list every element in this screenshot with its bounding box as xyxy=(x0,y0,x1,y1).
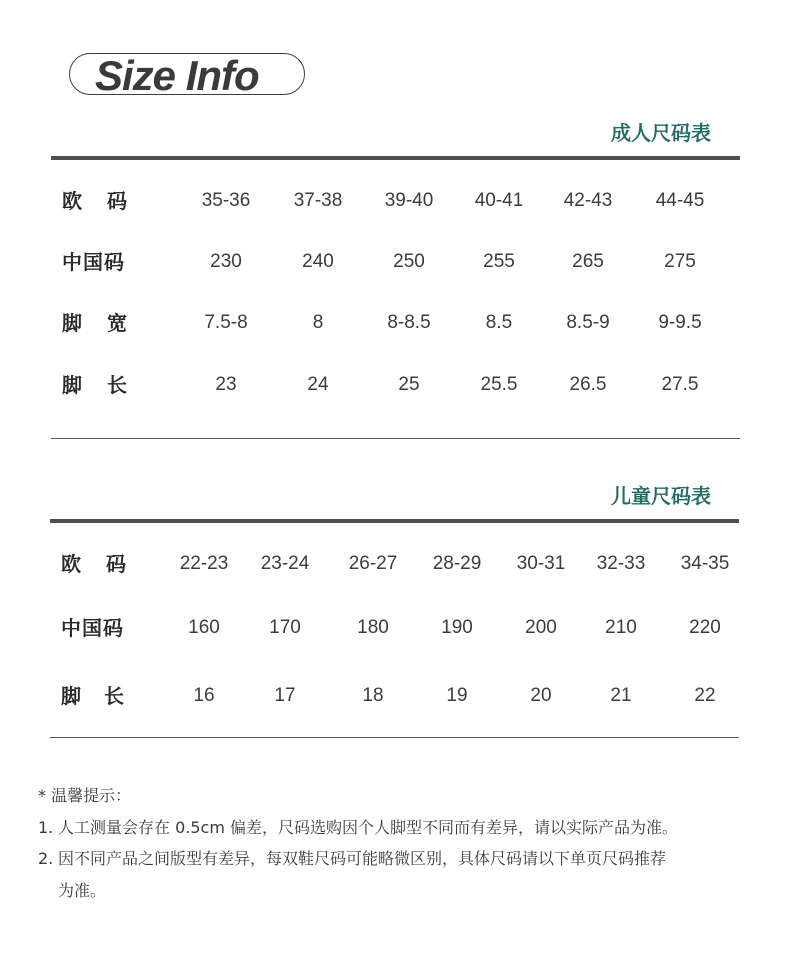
size-cell: 32-33 xyxy=(596,553,646,574)
adult-top-rule xyxy=(51,156,740,160)
child-top-rule xyxy=(50,519,739,523)
row-label-char: 码 xyxy=(107,189,128,213)
row-label-char: 欧 xyxy=(62,189,83,213)
size-cell: 210 xyxy=(605,617,637,638)
note-item xyxy=(38,843,768,875)
size-cell: 200 xyxy=(525,617,557,638)
row-label-char: 长 xyxy=(104,684,125,708)
size-cell: 27.5 xyxy=(661,374,699,395)
size-cell: 19 xyxy=(446,685,468,706)
adult-size-title: 成人尺码表 xyxy=(611,121,711,145)
size-cell: 34-35 xyxy=(680,553,730,574)
page-title: Size Info xyxy=(95,52,259,99)
size-cell: 16 xyxy=(193,685,215,706)
size-cell: 250 xyxy=(393,251,425,272)
size-cell: 44-45 xyxy=(655,190,705,211)
size-cell: 35-36 xyxy=(201,190,251,211)
row-label xyxy=(62,188,128,214)
size-cell: 9-9.5 xyxy=(658,312,702,333)
size-cell: 23 xyxy=(215,374,237,395)
size-cell: 17 xyxy=(274,685,296,706)
note-number: 1. xyxy=(38,817,54,837)
row-label xyxy=(61,615,124,641)
size-cell: 8 xyxy=(312,312,324,333)
size-cell: 255 xyxy=(483,251,515,272)
size-cell: 8-8.5 xyxy=(387,312,431,333)
adult-bottom-rule xyxy=(51,438,740,439)
row-label-char: 脚 xyxy=(61,684,82,708)
size-cell: 25.5 xyxy=(480,374,518,395)
row-label-char: 长 xyxy=(107,373,128,397)
size-cell: 265 xyxy=(572,251,604,272)
row-label-char: 中国码 xyxy=(61,616,124,640)
size-cell: 22-23 xyxy=(179,553,229,574)
size-cell: 190 xyxy=(441,617,473,638)
size-cell: 22 xyxy=(694,685,716,706)
size-cell: 21 xyxy=(610,685,632,706)
size-cell: 170 xyxy=(269,617,301,638)
size-cell: 25 xyxy=(398,374,420,395)
size-cell: 8.5 xyxy=(485,312,513,333)
size-cell: 180 xyxy=(357,617,389,638)
size-cell: 40-41 xyxy=(474,190,524,211)
size-cell: 37-38 xyxy=(293,190,343,211)
size-cell: 20 xyxy=(530,685,552,706)
note-text: 因不同产品之间版型有差异，每双鞋尺码可能略微区别，具体尺码请以下单页尺码推荐 xyxy=(58,849,667,868)
child-size-title: 儿童尺码表 xyxy=(611,484,711,508)
size-cell: 23-24 xyxy=(260,553,310,574)
size-cell: 39-40 xyxy=(384,190,434,211)
notes-block xyxy=(38,780,768,906)
size-cell: 28-29 xyxy=(432,553,482,574)
size-cell: 24 xyxy=(307,374,329,395)
size-cell: 160 xyxy=(188,617,220,638)
note-item xyxy=(38,812,768,844)
row-label-char: 脚 xyxy=(62,311,83,335)
size-cell: 7.5-8 xyxy=(204,312,248,333)
note-text: 人工测量会存在 0.5cm 偏差，尺码选购因个人脚型不同而有差异，请以实际产品为准。 xyxy=(58,817,679,837)
row-label xyxy=(62,310,128,336)
row-label-char: 码 xyxy=(106,552,127,576)
size-cell: 30-31 xyxy=(516,553,566,574)
size-cell: 240 xyxy=(302,251,334,272)
size-cell: 42-43 xyxy=(563,190,613,211)
size-cell: 18 xyxy=(362,685,384,706)
row-label-char: 宽 xyxy=(107,311,128,335)
row-label xyxy=(62,372,128,398)
row-label-char: 欧 xyxy=(61,552,82,576)
row-label xyxy=(62,249,125,275)
row-label xyxy=(61,683,125,709)
size-cell: 26.5 xyxy=(569,374,607,395)
size-cell: 275 xyxy=(664,251,696,272)
note-number: 2. xyxy=(38,849,54,868)
size-cell: 230 xyxy=(210,251,242,272)
row-label-char: 脚 xyxy=(62,373,83,397)
size-cell: 26-27 xyxy=(348,553,398,574)
note-continuation: 为准。 xyxy=(58,880,107,900)
size-cell: 8.5-9 xyxy=(566,312,610,333)
row-label xyxy=(61,551,127,577)
child-bottom-rule xyxy=(50,737,739,738)
row-label-char: 中国码 xyxy=(62,250,125,274)
notes-heading: * 温馨提示： xyxy=(38,786,132,805)
size-cell: 220 xyxy=(689,617,721,638)
